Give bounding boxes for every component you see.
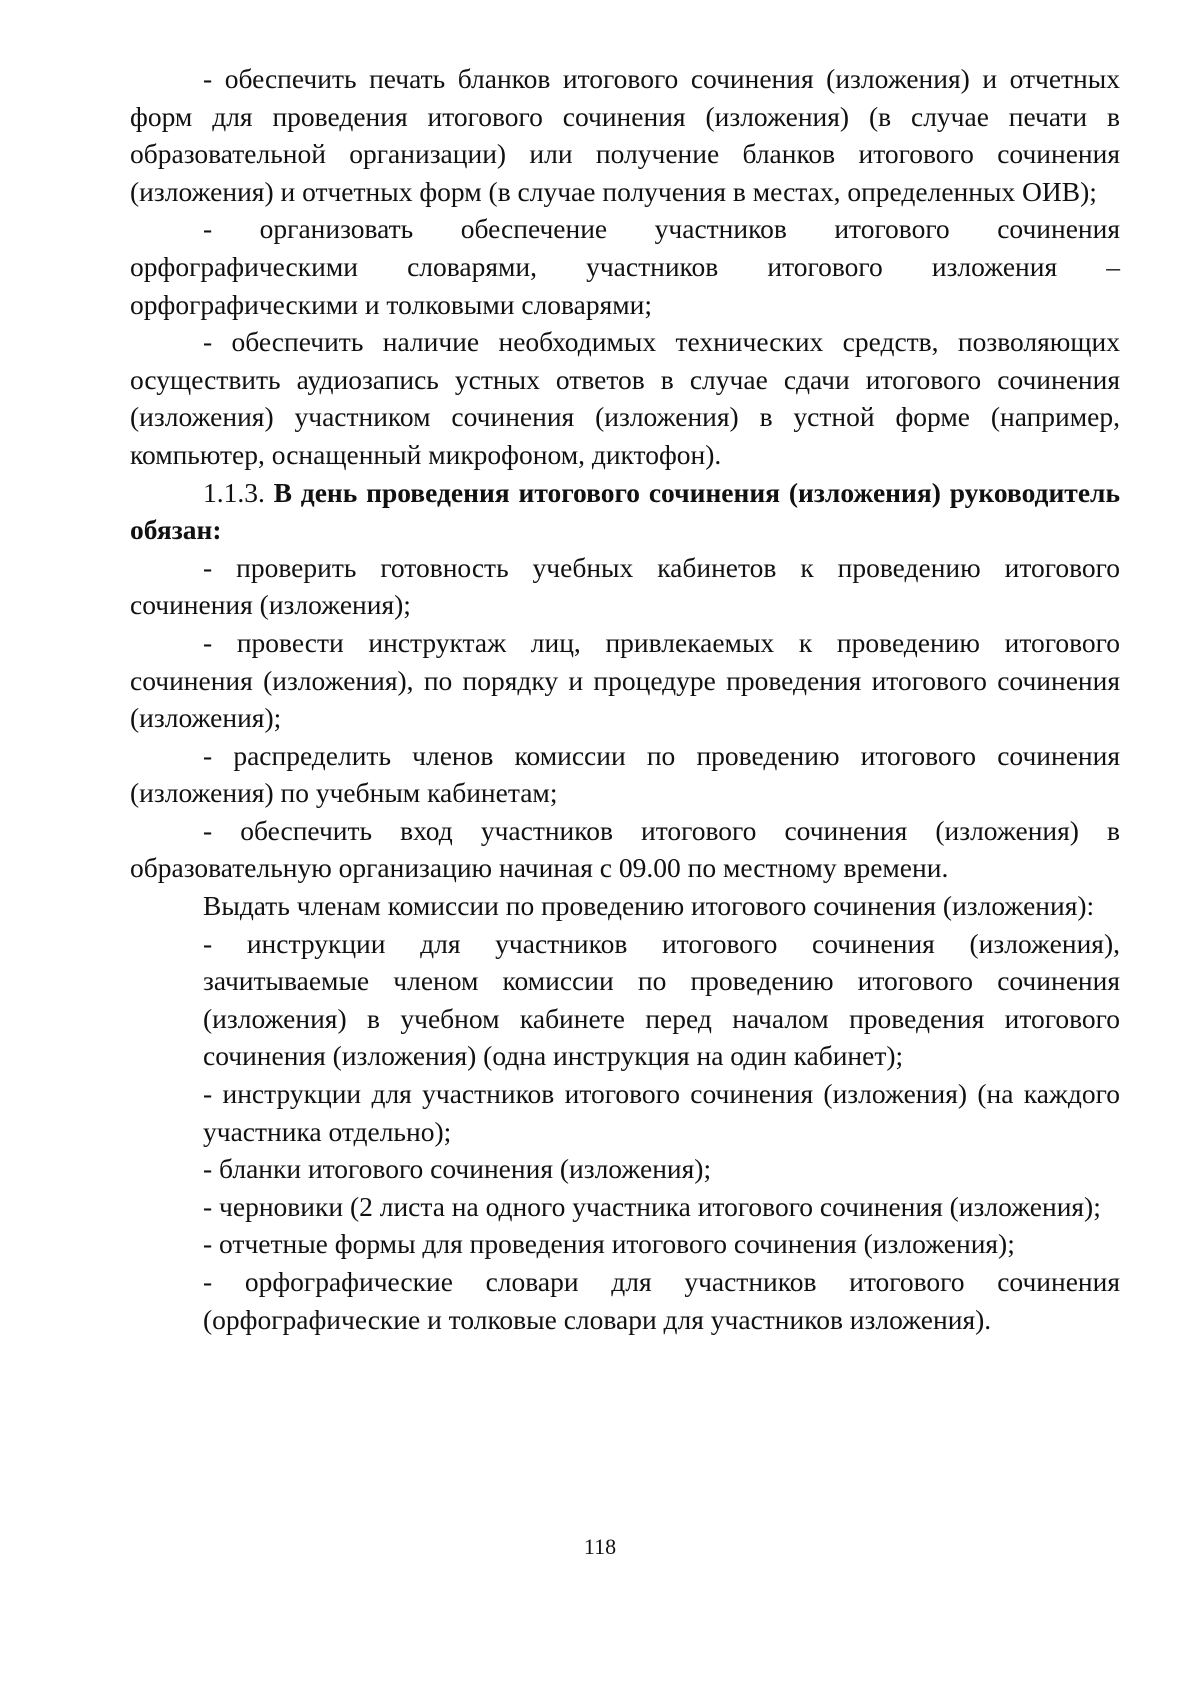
section-heading-text: В день проведения итогового сочинения (изложения) руководитель обязан: [130, 476, 1120, 546]
duty-entrance: - обеспечить вход участников итогового сочинения (изложения) в образовательную организацию начиная с 09.00 по местному времени. [130, 814, 1120, 884]
section-number: 1.1.3. [203, 476, 265, 508]
page-number: 118 [583, 1534, 617, 1559]
issue-item-room-instructions: - инструкции для участников итогового сочинения (изложения), зачитываемые членом комиссии по проведению итогового сочинения (изложения) в учебном кабинете перед началом проведения итогового сочинения (изложения) (одна инструкция на один кабинет); [203, 927, 1120, 1072]
duty-check-rooms: - проверить готовность учебных кабинетов к проведению итогового сочинения (изложения); [130, 551, 1120, 621]
issue-item-report-forms: - отчетные формы для проведения итогового сочинения (изложения); [203, 1228, 1015, 1260]
duty-briefing: - провести инструктаж лиц, привлекаемых к проведению итогового сочинения (изложения), по порядку и процедуре проведения итогового сочинения (изложения); [130, 626, 1120, 734]
section-heading [130, 474, 1120, 549]
duty-distribute-members: - распределить членов комиссии по проведению итогового сочинения (изложения) по учебным кабинетам; [130, 739, 1120, 809]
duty-issue-intro: Выдать членам комиссии по проведению итогового сочинения (изложения): [203, 890, 1095, 922]
paragraph-print-forms: - обеспечить печать бланков итогового сочинения (изложения) и отчетных форм для проведения итогового сочинения (изложения) (в случае печати в образовательной организации) или получение бланков итогового сочинения (изложения) и отчетных форм (в случае получения в местах, определенных ОИВ); [130, 63, 1120, 207]
issue-item-drafts: - черновики (2 листа на одного участника итогового сочинения (изложения); [203, 1190, 1101, 1222]
issue-item-participant-instructions: - инструкции для участников итогового сочинения (изложения) (на каждого участника отдельно); [203, 1078, 1120, 1147]
paragraph-audio-recording: - обеспечить наличие необходимых технических средств, позволяющих осуществить аудиозапись устных ответов в случае сдачи итогового сочинения (изложения) участником сочинения (изложения) в устной форме (например, компьютер, оснащенный микрофоном, диктофон). [130, 326, 1120, 470]
paragraph-dictionaries: - организовать обеспечение участников итогового сочинения орфографическими словарями, участников итогового изложения – орфографическими и толковыми словарями; [130, 213, 1120, 320]
document-body [130, 60, 1120, 1338]
issue-item-blanks: - бланки итогового сочинения (изложения); [203, 1153, 712, 1185]
issue-item-dictionaries: - орфографические словари для участников итогового сочинения (орфографические и толковые словари для участников изложения). [203, 1266, 1120, 1335]
